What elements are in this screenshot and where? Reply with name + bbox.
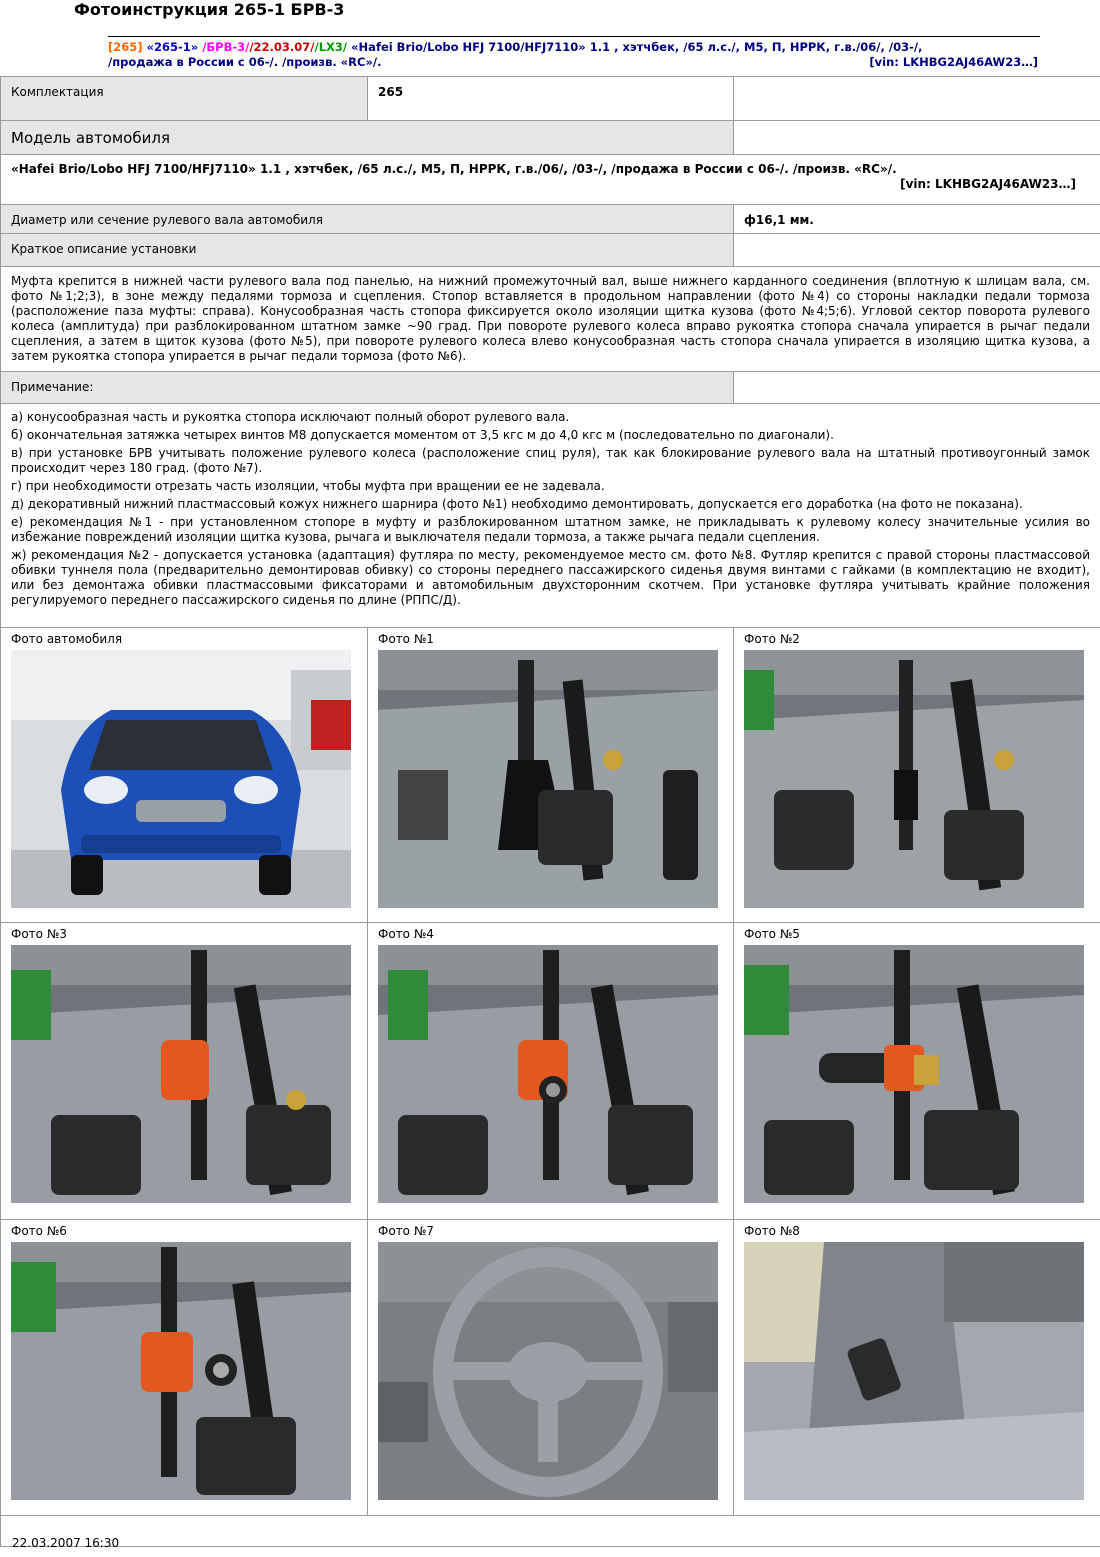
row-model-text <box>1 155 1100 205</box>
komplekt-empty <box>734 77 1100 121</box>
model-vin: [vin: LKHBG2AJ46AW23…] <box>900 177 1076 191</box>
model-label: Модель автомобиля <box>1 121 734 155</box>
note-zh: ж) рекомендация №2 - допускается установка (адаптация) футляра по месту, рекомендуемое место см. фото №8. Футляр крепится с правой стороны пластмассовой обивки туннеля пола (предварительно демонтировав обивку) со стороны переднего пассажирского сиденья двумя винтами с гайками (в комплектацию не входит), или без демонтажа обивки пластмассовыми фиксаторами и автомобильным двухсторонним скотчем. При установке футляра учитывать крайние положения регулируемого переднего пассажирского сиденья по длине (РППС/Д). <box>11 548 1090 607</box>
photo-1 <box>378 650 718 908</box>
header-desc-1: «Hafei Brio/Lobo HFJ 7100/HFJ7110» 1.1 , хэтчбек, /65 л.с./, М5, П, НРРК, г.в./06/, /03-/, <box>351 40 923 54</box>
description-text: Муфта крепится в нижней части рулевого вала под панелью, на нижний промежуточный вал, выше нижнего карданного соединения (вплотную к шлицам вала, см. фото №1;2;3), в зоне между педалями тормоза и сцепления. Стопор вставляется в продольном направлении (фото №4) со стороны накладки педали тормоза (расположение паза муфты: справа). Конусообразная часть стопора фиксируется около изоляции щитка кузова (фото №4;5;6). Угловой сектор поворота рулевого колеса (амплитуда) при разблокированном штатном замке ~90 град. При повороте рулевого колеса вправо рукоятка стопора сначала упирается в рычаг педали сцепления, а затем в щиток кузова (фото №5), при повороте рулевого колеса влево конусообразная часть стопора сначала упирается в изоляцию щитка кузова, а затем рукоятка стопора упирается в рычаг педали тормоза (фото №6). <box>1 267 1100 372</box>
photo-3 <box>11 945 351 1203</box>
photo-5 <box>744 945 1084 1203</box>
header-vin: [vin: LKHBG2AJ46AW23…] <box>869 55 1038 69</box>
notes-cell <box>1 404 1100 628</box>
model-cell <box>1 155 1100 205</box>
photo-cell-1 <box>368 628 734 923</box>
footer-space <box>1 1516 1100 1547</box>
photo-cell-4 <box>368 923 734 1220</box>
photo-cell-6 <box>1 1220 368 1516</box>
photo-2 <box>744 650 1084 908</box>
photo-cell-3 <box>1 923 368 1220</box>
photo-cell-8 <box>734 1220 1100 1516</box>
photo-label-1: Фото №1 <box>378 632 434 646</box>
photo-label-7: Фото №7 <box>378 1224 434 1238</box>
header-divider <box>108 36 1040 37</box>
photo-label-5: Фото №5 <box>744 927 800 941</box>
header-line-1 <box>108 40 1038 55</box>
photo-label-8: Фото №8 <box>744 1224 800 1238</box>
row-desc-label <box>1 234 1100 267</box>
header-line-2 <box>108 55 1038 70</box>
note-label: Примечание: <box>1 372 734 404</box>
komplekt-value: 265 <box>368 77 734 121</box>
photo-8 <box>744 1242 1084 1500</box>
note-e: е) рекомендация №1 - при установленном стопоре в муфту и разблокированном штатном замке, не прикладывать к рулевому колесу значительные усилия во избежание повреждений изоляции щитка кузова, рычага и выключателя педали тормоза, а также рычага педали сцепления. <box>11 515 1090 544</box>
note-v: в) при установке БРВ учитывать положение рулевого колеса (расположение спиц руля), так как блокирование рулевого вала на штатный противоугонный замок происходит через 180 град. (фото №7). <box>11 446 1090 475</box>
diameter-label: Диаметр или сечение рулевого вала автомобиля <box>1 205 734 234</box>
photo-row-3 <box>1 1220 1100 1516</box>
row-diameter <box>1 205 1100 234</box>
note-empty <box>734 372 1100 404</box>
row-footer-space <box>1 1516 1100 1547</box>
note-a: а) конусообразная часть и рукоятка стопора исключают полный оборот рулевого вала. <box>11 410 570 424</box>
komplekt-label: Комплектация <box>1 77 368 121</box>
description-label: Краткое описание установки <box>1 234 734 267</box>
note-g: г) при необходимости отрезать часть изоляции, чтобы муфта при вращении ее не задевала. <box>11 479 605 493</box>
instruction-table <box>0 76 1100 1547</box>
photo-7 <box>378 1242 718 1500</box>
description-empty <box>734 234 1100 267</box>
photo-cell-car <box>1 628 368 923</box>
code-date: /22.03.07/ <box>249 40 315 54</box>
code-brv3: /БРВ-3/ <box>202 40 250 54</box>
photo-label-6: Фото №6 <box>11 1224 67 1238</box>
header-desc-2: /продажа в России с 06-/. /произв. «RC»/. <box>108 55 382 69</box>
footer-timestamp: 22.03.2007 16:30 <box>12 1536 120 1550</box>
header-block <box>108 40 1038 70</box>
photo-4 <box>378 945 718 1203</box>
photo-cell-2 <box>734 628 1100 923</box>
code-lx3: /LX3/ <box>314 40 348 54</box>
photo-cell-5 <box>734 923 1100 1220</box>
row-notes <box>1 404 1100 628</box>
row-model-label <box>1 121 1100 155</box>
photo-label-3: Фото №3 <box>11 927 67 941</box>
note-b: б) окончательная затяжка четырех винтов М8 допускается моментом от 3,5 кгс м до 4,0 кгс м (последовательно по диагонали). <box>11 428 834 442</box>
photo-row-2 <box>1 923 1100 1220</box>
code-265: [265] <box>108 40 143 54</box>
photo-row-1 <box>1 628 1100 923</box>
note-d: д) декоративный нижний пластмассовый кожух нижнего шарнира (фото №1) необходимо демонтировать, допускается его доработка (на фото не показана). <box>11 497 1023 511</box>
code-265-1: «265-1» <box>146 40 199 54</box>
photo-6 <box>11 1242 351 1500</box>
document-title: Фотоинструкция 265-1 БРВ-3 <box>74 0 345 19</box>
car-photo <box>11 650 351 908</box>
photo-label-4: Фото №4 <box>378 927 434 941</box>
model-text: «Hafei Brio/Lobo HFJ 7100/HFJ7110» 1.1 , хэтчбек, /65 л.с./, М5, П, НРРК, г.в./06/, /03-/, /продажа в России с 06-/. /произв. «RC»/. <box>11 162 897 176</box>
row-desc-text <box>1 267 1100 372</box>
photo-cell-7 <box>368 1220 734 1516</box>
photo-label-car: Фото автомобиля <box>11 632 123 646</box>
diameter-value: ф16,1 мм. <box>734 205 1100 234</box>
model-empty <box>734 121 1100 155</box>
row-note-label <box>1 372 1100 404</box>
row-komplekt <box>1 77 1100 121</box>
photo-label-2: Фото №2 <box>744 632 800 646</box>
